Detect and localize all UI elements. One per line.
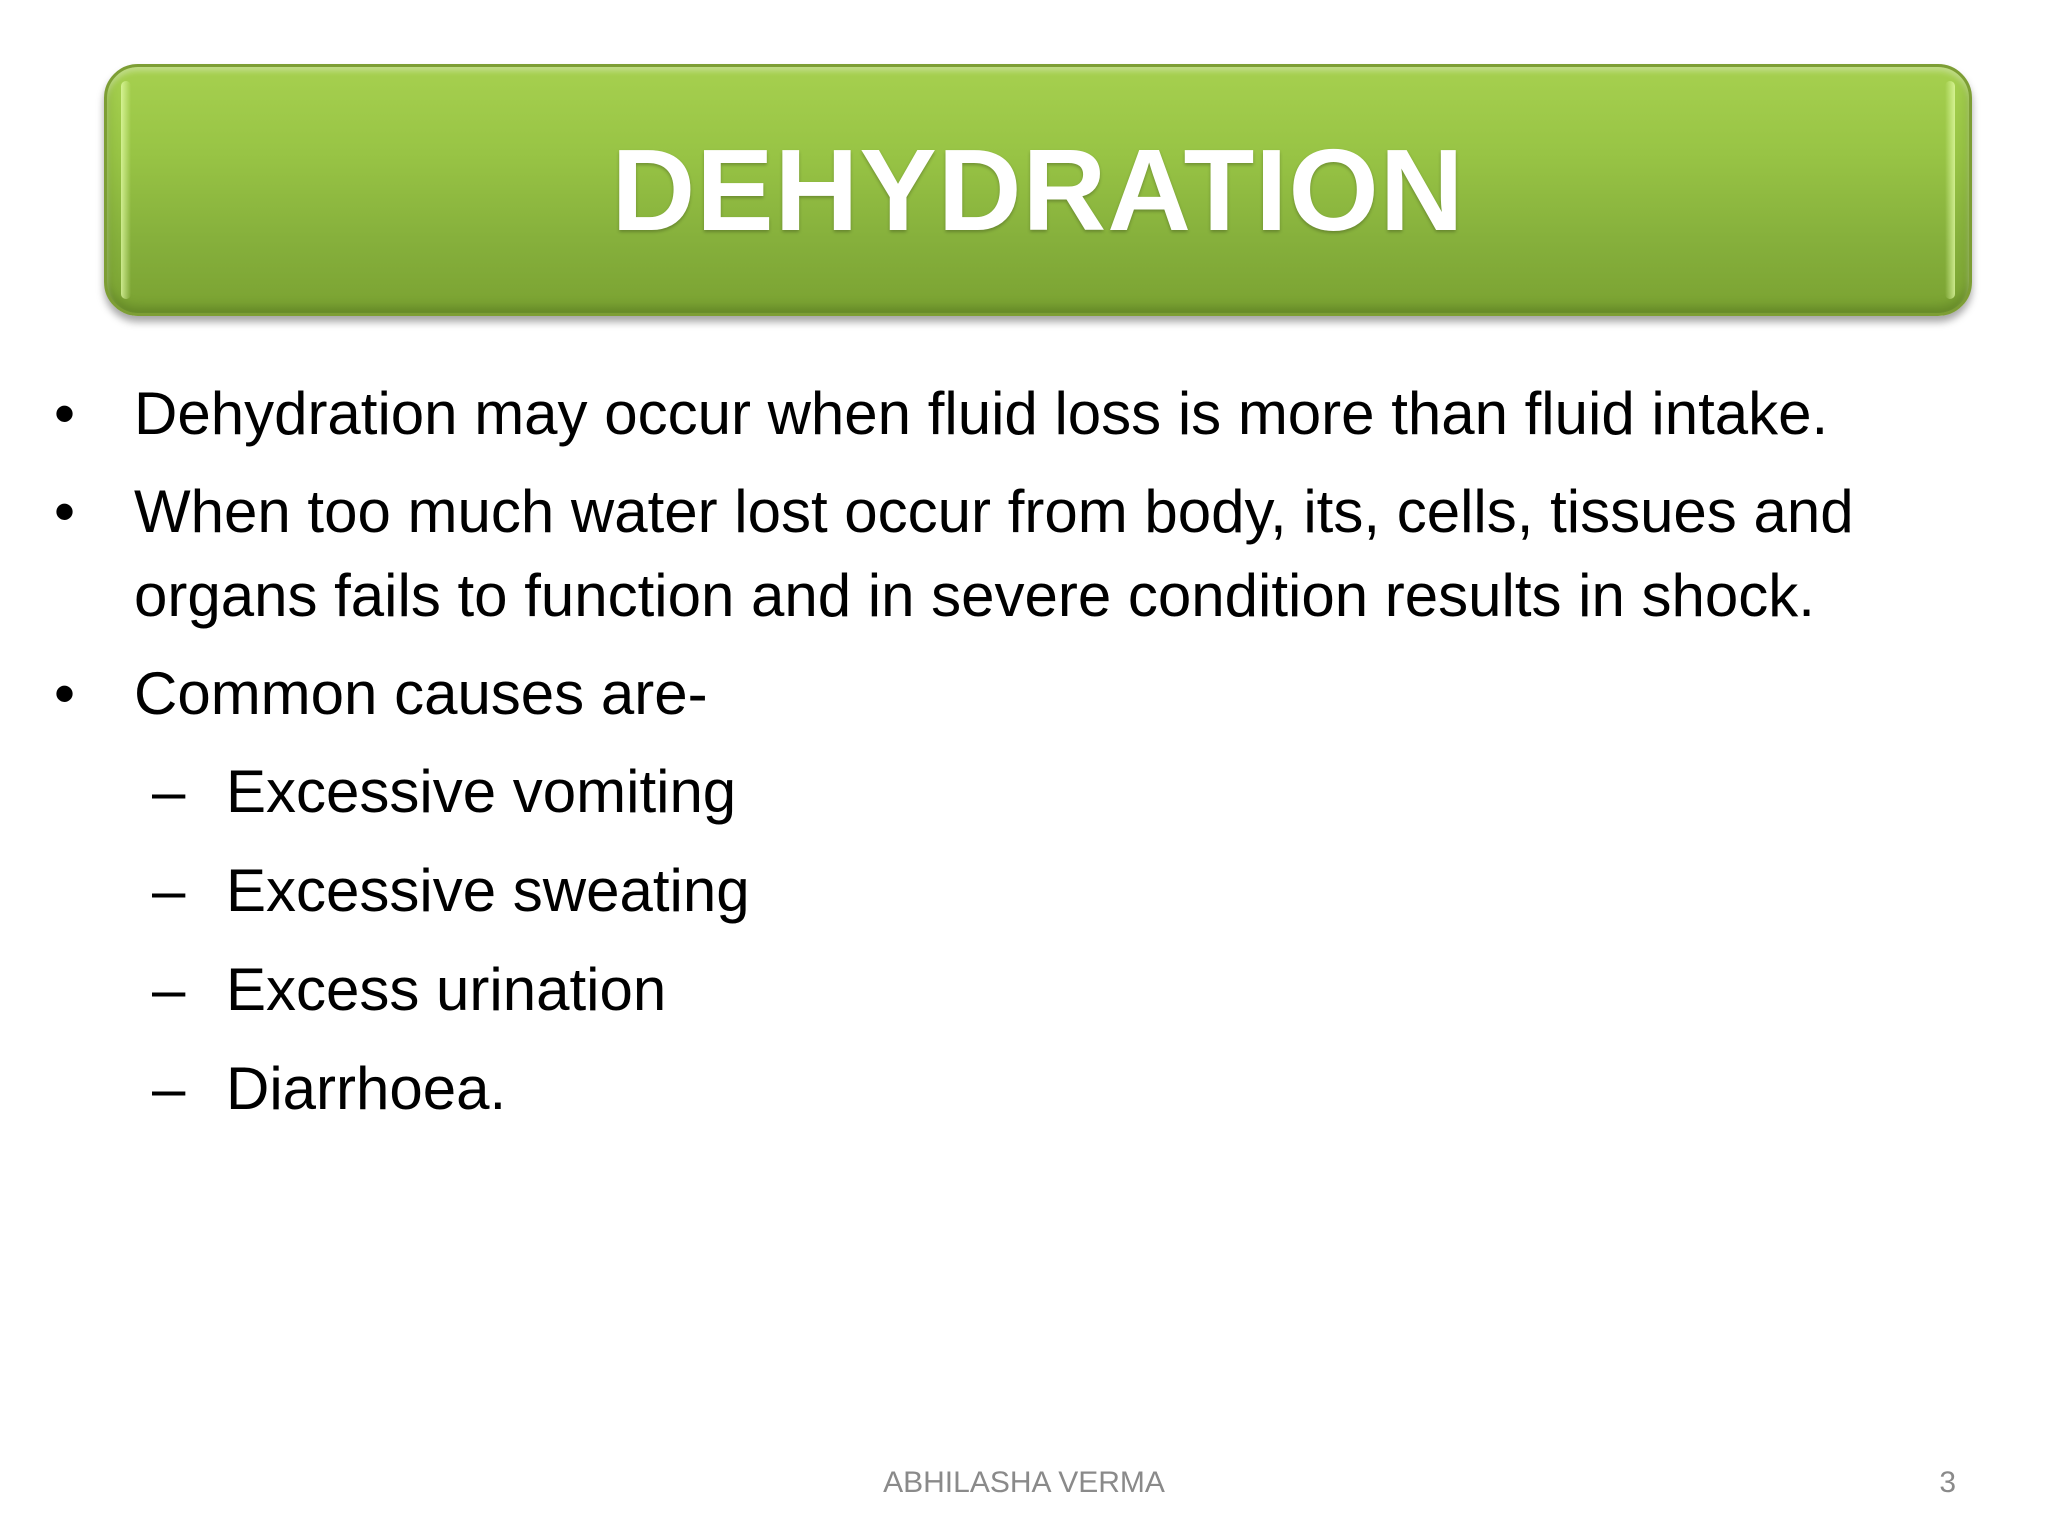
page-number: 3 — [1939, 1466, 1956, 1499]
bullet-marker: • — [54, 478, 76, 545]
cause-text: Excessive vomiting — [226, 758, 737, 825]
dash-marker: – — [152, 857, 186, 924]
bullet-text: Common causes are- — [134, 660, 708, 727]
title-banner — [104, 64, 1972, 316]
cause-item — [48, 1047, 1968, 1131]
slide-title: DEHYDRATION — [611, 125, 1465, 255]
cause-item — [48, 750, 1968, 834]
slide-body — [48, 372, 1968, 1146]
cause-item — [48, 849, 1968, 933]
bullet-text: Dehydration may occur when fluid loss is more than fluid intake. — [134, 380, 1829, 447]
cause-text: Excess urination — [226, 956, 667, 1023]
cause-item — [48, 948, 1968, 1032]
dash-marker: – — [152, 956, 186, 1023]
bullet-text: When too much water lost occur from body, its, cells, tissues and organs fails to function and in severe condition results in shock. — [134, 478, 1854, 629]
bullet-item — [48, 372, 1968, 456]
bullet-item — [48, 652, 1968, 736]
cause-text: Diarrhoea. — [226, 1055, 507, 1122]
cause-text: Excessive sweating — [226, 857, 750, 924]
bullet-marker: • — [54, 660, 76, 727]
bullet-item — [48, 470, 1968, 638]
dash-marker: – — [152, 758, 186, 825]
bullet-marker: • — [54, 380, 76, 447]
dash-marker: – — [152, 1055, 186, 1122]
footer-author: ABHILASHA VERMA — [883, 1466, 1165, 1499]
